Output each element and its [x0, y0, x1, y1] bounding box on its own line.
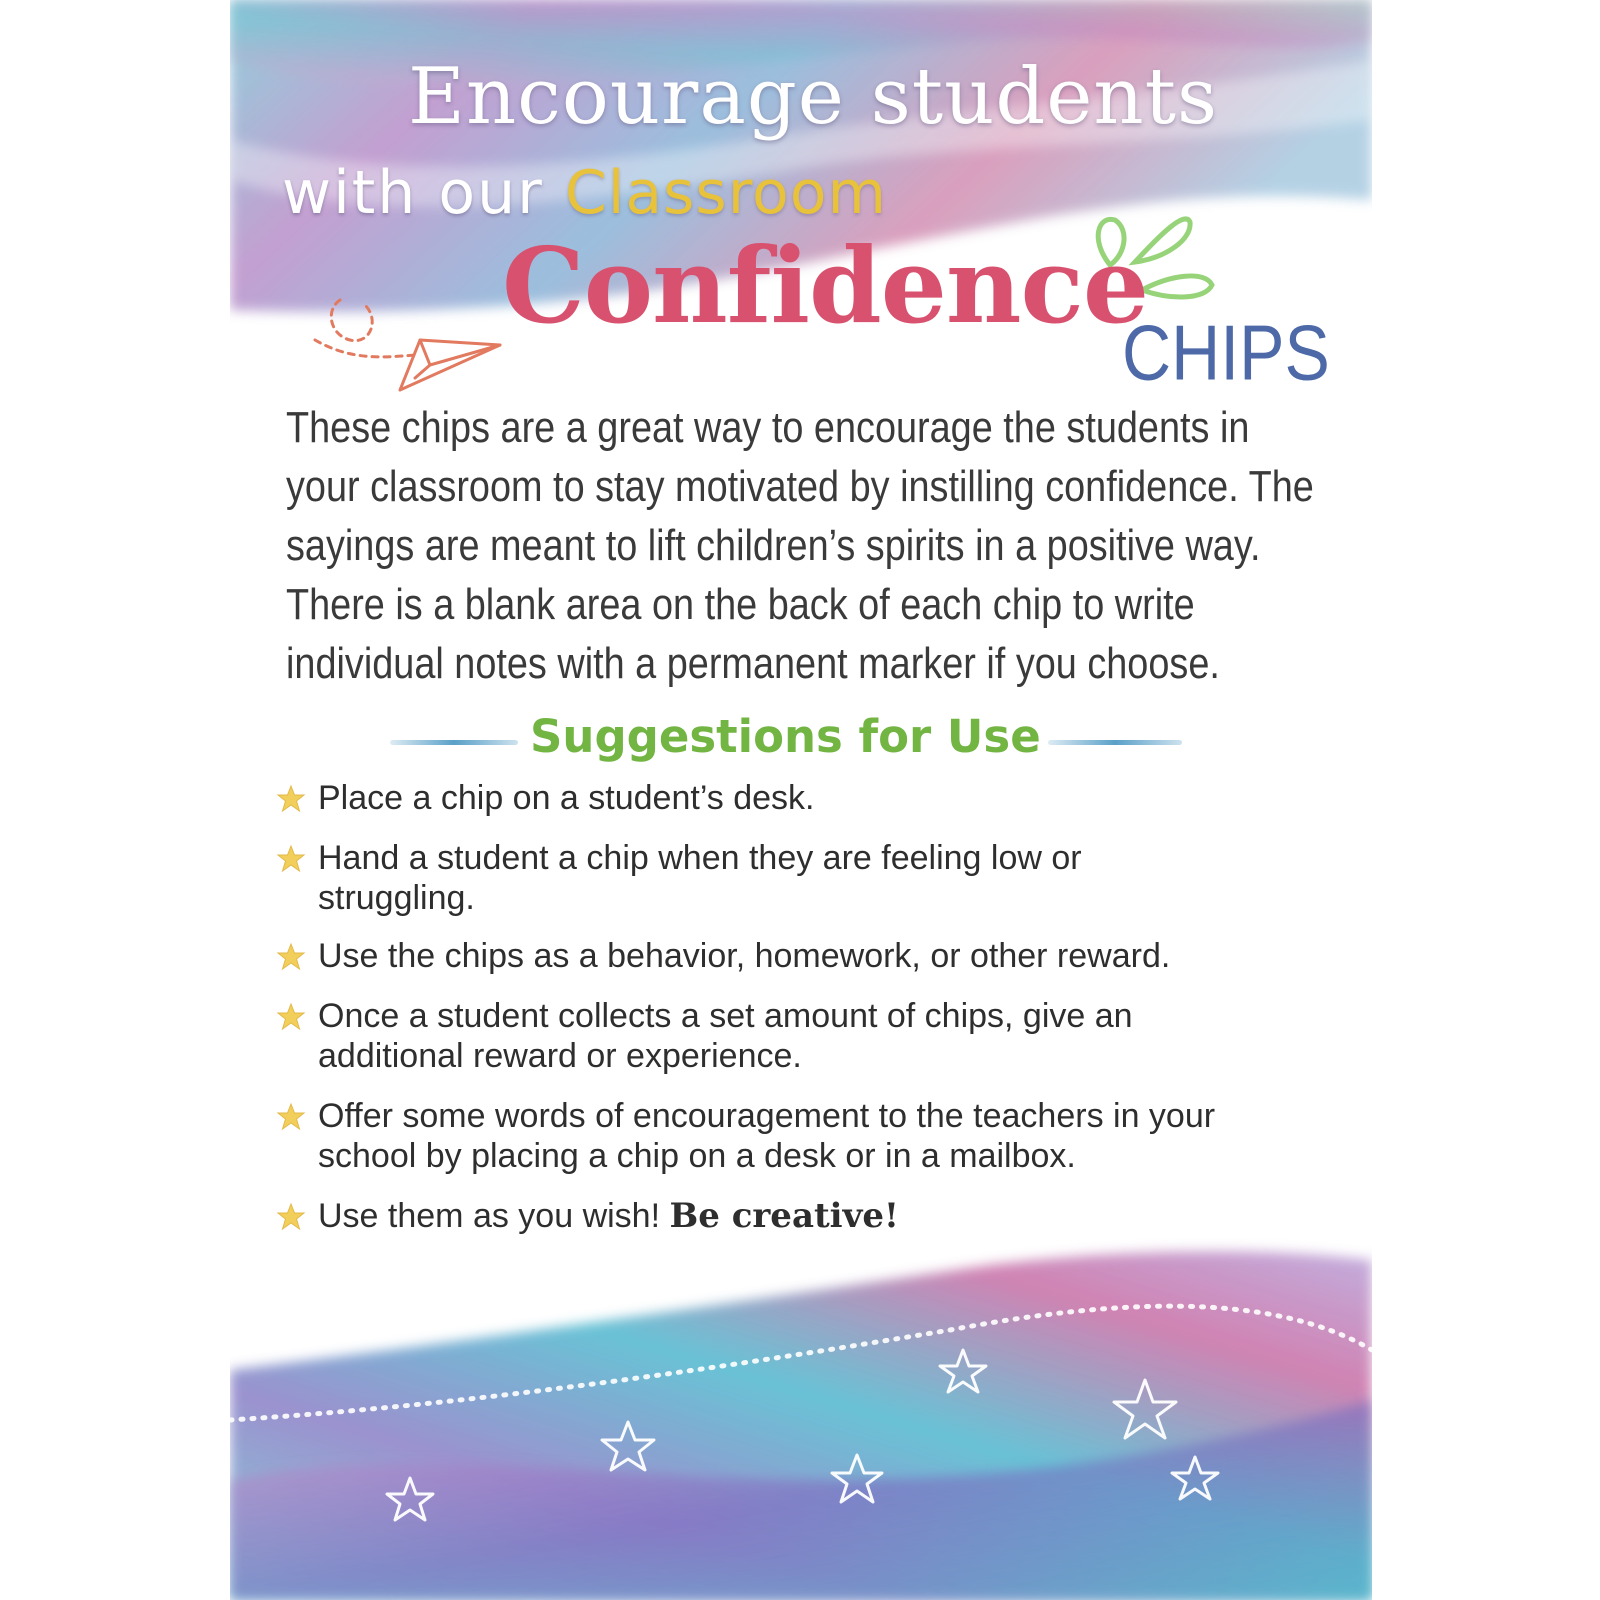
heading-divider-left: [390, 740, 518, 745]
list-item: [276, 996, 1218, 1076]
suggestion-text: [318, 1196, 1318, 1236]
title-line-1: Encourage students: [408, 52, 1219, 142]
suggestion-text: Hand a student a chip when they are feeling low or struggling.: [318, 839, 1082, 917]
list-item: [276, 838, 1178, 918]
heading-divider-right: [1048, 740, 1182, 745]
star-bullet-icon: [276, 844, 306, 874]
suggestions-header: [230, 710, 1372, 770]
title-chips: CHIPS: [1122, 309, 1330, 397]
intro-paragraph: These chips are a great way to encourage the students in your classroom to stay motivated by instilling confidence. The sayings are meant to lift children’s spirits in a positive way. There is a blank area on the back of each chip to write individual notes with a permanent marker if you choose.: [286, 403, 1314, 688]
suggestion-text-main: Use them as you wish!: [318, 1197, 670, 1235]
star-bullet-icon: [276, 784, 306, 814]
suggestion-text: Use the chips as a behavior, homework, or other reward.: [318, 937, 1171, 975]
suggestion-text: Place a chip on a student’s desk.: [318, 779, 815, 817]
suggestion-text: Offer some words of encouragement to the teachers in your school by placing a chip on a desk or in a mailbox.: [318, 1097, 1216, 1175]
list-item: [276, 778, 1318, 818]
title-classroom: Classroom: [564, 158, 887, 228]
star-bullet-icon: [276, 1102, 306, 1132]
title-with-our: with our: [282, 158, 565, 228]
star-bullet-icon: [276, 1202, 306, 1232]
list-item: [276, 936, 1318, 976]
list-item: [276, 1096, 1278, 1176]
list-item: [276, 1196, 1318, 1236]
title-line-2: [282, 158, 887, 228]
title-confidence: Confidence: [502, 224, 1148, 347]
poster-card: [230, 0, 1372, 1600]
suggestion-text: Once a student collects a set amount of chips, give an additional reward or experience.: [318, 997, 1133, 1075]
star-bullet-icon: [276, 942, 306, 972]
paper-plane-icon: [315, 300, 500, 390]
suggestions-heading: Suggestions for Use: [530, 710, 1041, 763]
be-creative-text: Be creative!: [669, 1196, 899, 1236]
star-bullet-icon: [276, 1002, 306, 1032]
